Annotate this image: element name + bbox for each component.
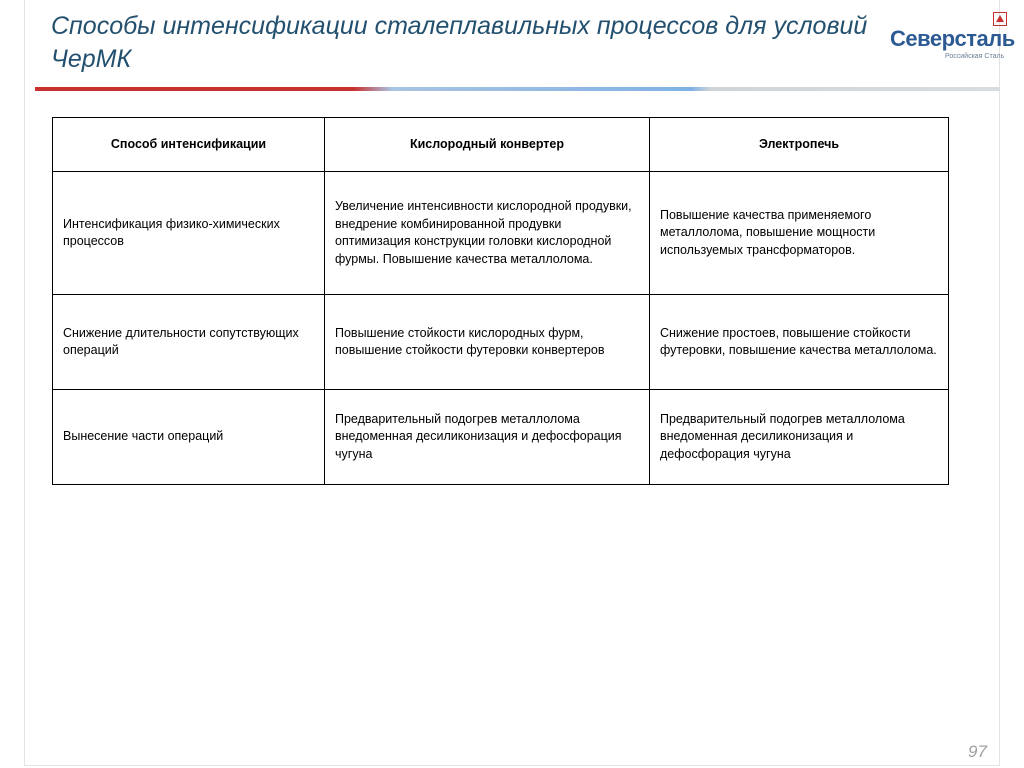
logo-text: Северсталь <box>890 26 1015 51</box>
cell-method: Вынесение части операций <box>53 390 325 485</box>
cell-furnace: Повышение качества применяемого металлолома, повышение мощности используемых трансформаторов. <box>650 172 949 295</box>
cell-converter: Предварительный подогрев металлолома внедоменная десиликонизация и дефосфорация чугуна <box>325 390 650 485</box>
logo-mark-icon <box>993 12 1007 26</box>
table-row <box>53 172 949 295</box>
page-number: 97 <box>968 742 987 761</box>
table-header-row <box>53 118 949 172</box>
cell-furnace: Предварительный подогрев металлолома внедоменная десиликонизация и дефосфорация чугуна <box>650 390 949 485</box>
header-furnace: Электропечь <box>650 118 949 172</box>
table-row <box>53 390 949 485</box>
cell-converter: Повышение стойкости кислородных фурм, повышение стойкости футеровки конвертеров <box>325 295 650 390</box>
table-row <box>53 295 949 390</box>
slide-title: Способы интенсификации сталеплавильных процессов для условий ЧерМК <box>51 12 868 73</box>
severstal-logo <box>890 12 1015 64</box>
header-converter: Кислородный конвертер <box>325 118 650 172</box>
title-divider <box>35 87 1000 91</box>
comparison-table <box>52 117 949 485</box>
cell-furnace: Снижение простоев, повышение стойкости футеровки, повышение качества металлолома. <box>650 295 949 390</box>
logo-subtitle: Российская Сталь <box>945 53 1005 60</box>
cell-converter: Увеличение интенсивности кислородной продувки, внедрение комбинированной продувки оптимизация конструкции головки кислородной фурмы. Повышение качества металлолома. <box>325 172 650 295</box>
header-method: Способ интенсификации <box>53 118 325 172</box>
cell-method: Интенсификация физико-химических процессов <box>53 172 325 295</box>
cell-method: Снижение длительности сопутствующих операций <box>53 295 325 390</box>
